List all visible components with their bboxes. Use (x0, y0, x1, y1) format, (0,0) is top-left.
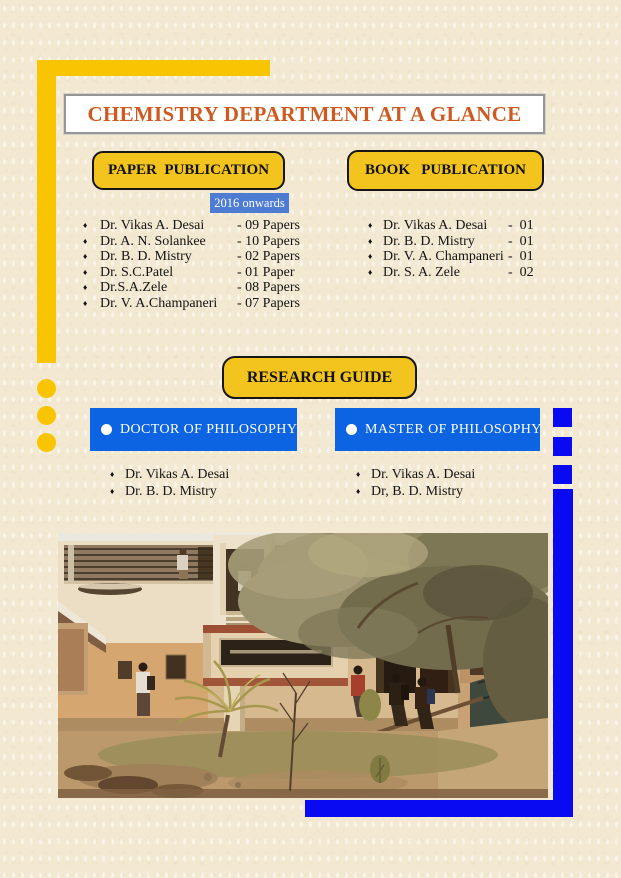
blue-corner-bar-horizontal (305, 800, 573, 817)
paper-publication-list (83, 218, 300, 312)
diamond-bullet-icon: ♦ (368, 220, 373, 230)
diamond-bullet-icon: ♦ (356, 486, 361, 496)
yellow-dot (37, 406, 56, 425)
book-publication-heading-box (347, 150, 544, 191)
list-item (83, 234, 300, 250)
list-item (368, 249, 534, 265)
since-2016-badge (210, 193, 289, 213)
diamond-bullet-icon: ♦ (368, 251, 373, 262)
diamond-bullet-icon: ♦ (83, 220, 88, 230)
paper-count: - 09 Papers (237, 218, 300, 233)
paper-count: - 07 Papers (237, 295, 300, 311)
research-guide-heading-box (222, 356, 417, 399)
list-item (83, 249, 300, 265)
list-item (110, 466, 229, 483)
list-item (83, 265, 300, 281)
diamond-bullet-icon: ♦ (83, 297, 88, 308)
yellow-corner-bar (37, 60, 56, 363)
person-name: Dr. V. A.Champaneri (100, 295, 218, 311)
list-item (368, 265, 534, 281)
list-item (83, 296, 300, 312)
master-of-philosophy-box (335, 408, 540, 451)
person-name: Dr. Vikas A. Desai (383, 218, 488, 233)
diamond-bullet-icon: ♦ (368, 235, 373, 246)
book-publication-heading: BOOK PUBLICATION (365, 162, 526, 178)
since-2016-label: 2016 onwards (214, 195, 285, 210)
person-name: Dr. A. N. Solankee (100, 233, 206, 249)
blue-square (553, 408, 572, 427)
list-item (368, 234, 534, 250)
book-count: - 01 (508, 249, 534, 265)
person-name: Dr. B. D. Mistry (100, 249, 192, 265)
yellow-dot (37, 433, 56, 452)
person-name: Dr. Vikas A. Desai (371, 467, 476, 482)
book-count: - 02 (508, 264, 534, 280)
diamond-bullet-icon: ♦ (110, 486, 115, 496)
master-guide-list (356, 466, 475, 500)
yellow-dot (37, 379, 56, 398)
list-item (83, 218, 300, 234)
page-title-banner (64, 94, 545, 134)
paper-count: - 01 Paper (237, 264, 295, 280)
campus-building-photo (58, 533, 548, 798)
list-item (368, 218, 534, 234)
list-item (356, 483, 475, 500)
blue-square (553, 437, 572, 456)
circle-bullet-icon (346, 424, 357, 435)
person-name: Dr. S.C.Patel (100, 264, 174, 280)
person-name: Dr. Vikas A. Desai (125, 467, 230, 482)
diamond-bullet-icon: ♦ (368, 266, 373, 277)
person-name: Dr. B. D. Mistry (383, 233, 475, 249)
list-item (356, 466, 475, 483)
doctor-of-philosophy-box (90, 408, 297, 451)
person-name: Dr, B. D. Mistry (371, 484, 463, 499)
person-name: Dr.S.A.Zele (100, 280, 168, 296)
diamond-bullet-icon: ♦ (356, 469, 361, 479)
diamond-bullet-icon: ♦ (83, 282, 88, 293)
doctor-of-philosophy-label: DOCTOR OF PHILOSOPHY (120, 421, 298, 437)
paper-publication-heading: PAPER PUBLICATION (107, 162, 270, 178)
diamond-bullet-icon: ♦ (83, 235, 88, 246)
blue-square (553, 465, 572, 484)
book-count: - 01 (508, 218, 534, 233)
diamond-bullet-icon: ♦ (110, 469, 115, 479)
person-name: Dr. B. D. Mistry (125, 484, 217, 499)
yellow-corner-arm (37, 60, 270, 76)
paper-count: - 08 Papers (237, 280, 300, 296)
master-of-philosophy-label: MASTER OF PHILOSOPHY (365, 421, 542, 437)
diamond-bullet-icon: ♦ (83, 251, 88, 262)
page-title: CHEMISTRY DEPARTMENT AT A GLANCE (87, 101, 522, 126)
doctor-guide-list (110, 466, 229, 500)
circle-bullet-icon (101, 424, 112, 435)
person-name: Dr. V. A. Champaneri (383, 249, 504, 265)
paper-count: - 10 Papers (237, 233, 300, 249)
campus-photo-illustration (58, 533, 548, 798)
person-name: Dr. S. A. Zele (383, 264, 460, 280)
list-item (110, 483, 229, 500)
blue-corner-bar-vertical (553, 489, 573, 817)
person-name: Dr. Vikas A. Desai (100, 218, 205, 233)
list-item (83, 280, 300, 296)
research-guide-heading: RESEARCH GUIDE (246, 368, 393, 386)
paper-count: - 02 Papers (237, 249, 300, 265)
diamond-bullet-icon: ♦ (83, 266, 88, 277)
book-publication-list (368, 218, 534, 280)
book-count: - 01 (508, 233, 534, 249)
paper-publication-heading-box (92, 151, 285, 190)
